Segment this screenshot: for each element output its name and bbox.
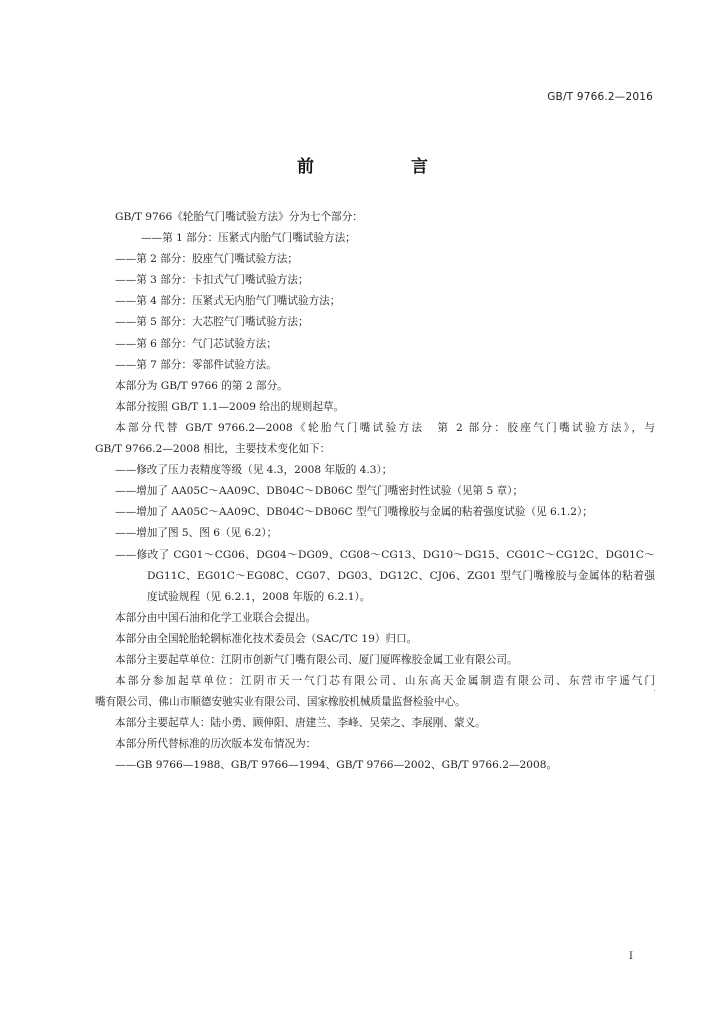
paragraph-line: 本部分为 GB/T 9766 的第 2 部分。 <box>115 379 288 392</box>
paragraph-line: 本部分所代替标准的历次版本发布情况为： <box>115 738 317 751</box>
paragraph-line: 本部分主要起草人：陆小勇、顾伸阳、唐建兰、李峰、吴荣之、李展刚、蒙义。 <box>115 717 486 730</box>
list-item: ——第 3 部分：卡扣式气门嘴试验方法； <box>115 274 309 287</box>
standard-number: GB/T 9766.2—2016 <box>547 91 653 103</box>
list-item: ——第 7 部分：零部件试验方法。 <box>115 358 277 371</box>
paragraph-line: 本部分由中国石油和化学工业联合会提出。 <box>115 611 317 624</box>
list-item: ——增加了 AA05C～AA09C、DB04C～DB06C 型气门嘴橡胶与金属的粘着强度试验（见 6.1.2）； <box>115 506 593 519</box>
scan-speck <box>654 690 655 691</box>
list-item: ——增加了 AA05C～AA09C、DB04C～DB06C 型气门嘴密封性试验（见第 5 章）； <box>115 485 524 498</box>
list-item: ——GB 9766—1988、GB/T 9766—1994、GB/T 9766—2002、GB/T 9766.2—2008。 <box>115 759 558 772</box>
paragraph-line: GB/T 9766《轮胎气门嘴试验方法》分为七个部分： <box>115 211 363 223</box>
paragraph-line: 本部分由全国轮胎轮辋标准化技术委员会（SAC/TC 19）归口。 <box>115 632 418 645</box>
list-item: ——第 2 部分：胶座气门嘴试验方法； <box>115 253 298 266</box>
paragraph-line: 本部分参加起草单位：江阴市天一气门芯有限公司、山东高天金属制造有限公司、东营市宇遥气门 <box>115 675 655 688</box>
paragraph-line: 本部分代替 GB/T 9766.2—2008《轮胎气门嘴试验方法 第 2 部分：胶座气门嘴试验方法》，与 <box>115 421 655 434</box>
paragraph-line: 本部分按照 GB/T 1.1—2009 给出的规则起草。 <box>115 400 345 413</box>
list-item: ——增加了图 5、图 6（见 6.2）； <box>115 527 278 540</box>
list-item-continuation: 度试验规程（见 6.2.1，2008 年版的 6.2.1）。 <box>147 590 371 603</box>
list-item-continuation: DG11C、EG01C～EG08C、CG07、DG03、DG12C、CJ06、ZG01 型气门嘴橡胶与金属体的粘着强 <box>147 569 655 582</box>
list-item: ——第 5 部分：大芯腔气门嘴试验方法； <box>115 316 309 329</box>
list-item: ——修改了压力表精度等级（见 4.3，2008 年版的 4.3）； <box>115 464 393 477</box>
page-title: 前 言 <box>297 157 468 177</box>
paragraph-line: 本部分主要起草单位：江阴市创新气门嘴有限公司、厦门厦晖橡胶金属工业有限公司。 <box>115 653 518 666</box>
paragraph-line: GB/T 9766.2—2008 相比，主要技术变化如下： <box>95 443 331 456</box>
list-item: ——第 1 部分：压紧式内胎气门嘴试验方法； <box>141 232 356 245</box>
list-item: ——修改了 CG01～CG06、DG04～DG09、CG08～CG13、DG10～DG15、CG01C～CG12C、DG01C～ <box>115 548 655 561</box>
foreword-body <box>95 207 655 777</box>
paragraph-line: 嘴有限公司、佛山市顺德安驰实业有限公司、国家橡胶机械质量监督检验中心。 <box>95 696 466 709</box>
list-item: ——第 4 部分：压紧式无内胎气门嘴试验方法； <box>115 295 341 308</box>
page-number: I <box>628 950 633 962</box>
list-item: ——第 6 部分：气门芯试验方法； <box>115 337 277 350</box>
